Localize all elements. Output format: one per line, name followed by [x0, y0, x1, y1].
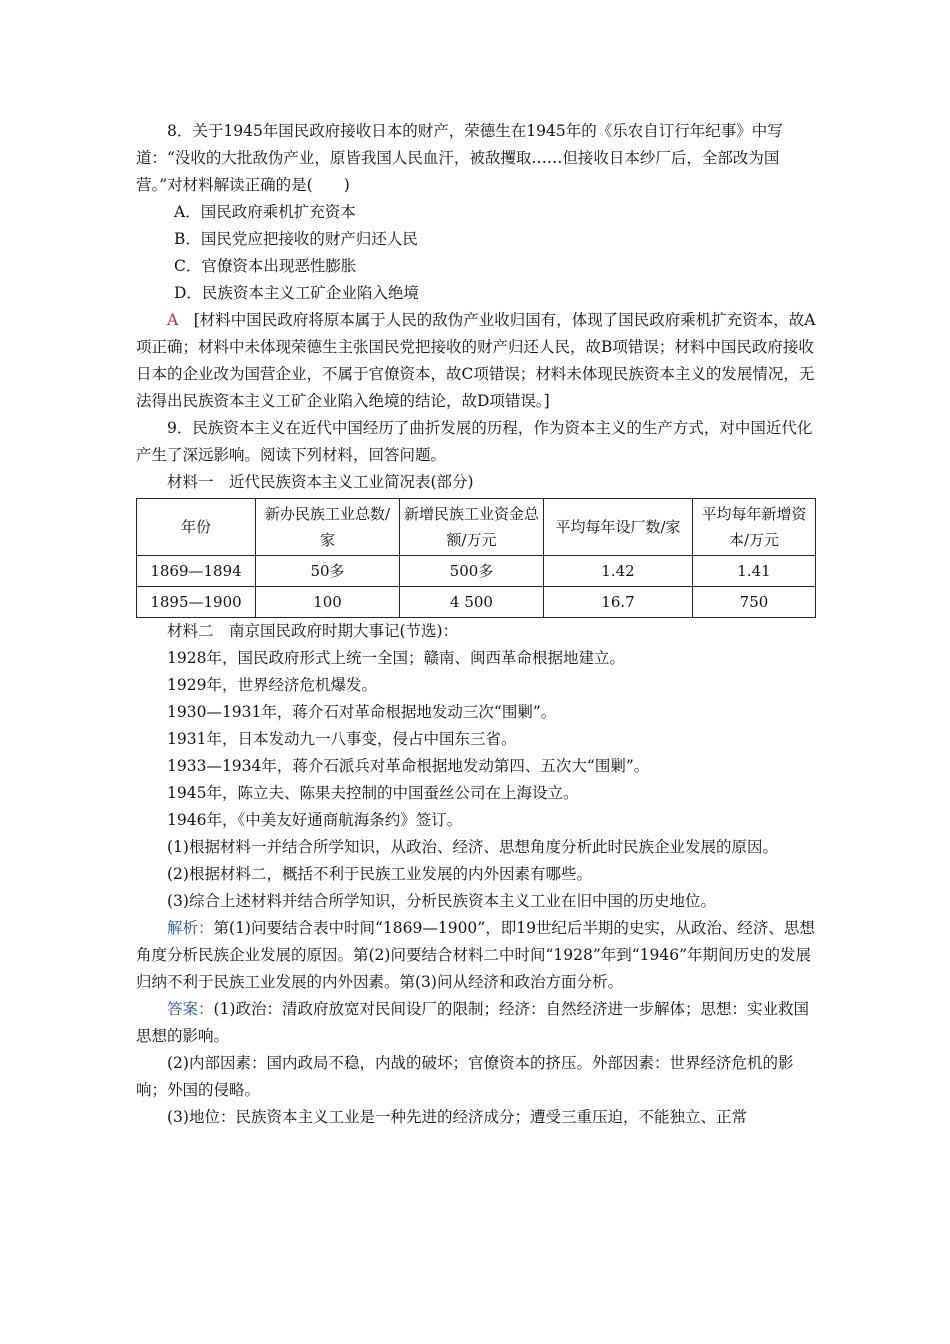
table-header-cell: 平均每年新增资本/万元 — [693, 499, 816, 556]
table-cell: 1.42 — [544, 556, 693, 587]
event-item: 1930—1931年，蒋介石对革命根据地发动三次“围剿”。 — [167, 703, 557, 721]
table-row — [137, 556, 816, 587]
table-header-cell: 新办民族工业总数/家 — [256, 499, 400, 556]
sub-question-2: (2)根据材料二，概括不利于民族工业发展的内外因素有哪些。 — [167, 865, 592, 883]
q8-option-b: B．国民党应把接收的财产归还人民 — [174, 230, 418, 248]
analysis-label: 解析： — [167, 919, 214, 937]
answer-paragraph-3: (3)地位：民族资本主义工业是一种先进的经济成分；遭受三重压迫，不能独立、正常 — [167, 1108, 747, 1126]
analysis-paragraph — [136, 915, 816, 996]
q8-option-d: D．民族资本主义工矿企业陷入绝境 — [174, 284, 419, 302]
answer-paragraph-1 — [136, 996, 816, 1050]
table-header-cell: 平均每年设厂数/家 — [544, 499, 693, 556]
table-header-cell: 年份 — [137, 499, 256, 556]
q8-answer-letter: A — [167, 311, 179, 329]
event-item: 1928年，国民政府形式上统一全国；赣南、闽西革命根据地建立。 — [167, 649, 625, 667]
event-item: 1933—1934年，蒋介石派兵对革命根据地发动第四、五次大“围剿”。 — [167, 757, 650, 775]
table-cell: 16.7 — [544, 587, 693, 618]
q8-option-a: A．国民政府乘机扩充资本 — [174, 203, 356, 221]
table-header-cell: 新增民族工业资金总额/万元 — [400, 499, 544, 556]
material2-title: 材料二 南京国民政府时期大事记(节选)： — [167, 622, 459, 640]
table-cell: 50多 — [256, 556, 400, 587]
q8-answer — [136, 307, 816, 415]
sub-question-1: (1)根据材料一并结合所学知识，从政治、经济、思想角度分析此时民族企业发展的原因。 — [167, 838, 778, 856]
table-row — [137, 587, 816, 618]
material1-title: 材料一 近代民族资本主义工业简况表(部分) — [167, 473, 474, 491]
answer-paragraph-2: (2)内部因素：国内政局不稳，内战的破坏；官僚资本的挤压。外部因素：世界经济危机的影响；外国的侵略。 — [136, 1054, 794, 1099]
q9-stem: 9．民族资本主义在近代中国经历了曲折发展的历程，作为资本主义的生产方式，对中国近代化产生了深远影响。阅读下列材料，回答问题。 — [136, 419, 813, 464]
table-cell: 750 — [693, 587, 816, 618]
analysis-text: 第(1)问要结合表中时间“1869—1900”，即19世纪后半期的史实，从政治、经济、思想角度分析民族企业发展的原因。第(2)问要结合材料二中时间“1928”年到“1946”年期间历史的发展归纳不利于民族工业发展的内外因素。第(3)问从经济和政治方面分析。 — [136, 919, 815, 991]
q8-option-c: C．官僚资本出现恶性膨胀 — [174, 257, 357, 275]
event-item: 1931年，日本发动九一八事变，侵占中国东三省。 — [167, 730, 517, 748]
answer-text-1: (1)政治：清政府放宽对民间设厂的限制；经济：自然经济进一步解体；思想：实业救国思想的影响。 — [136, 1000, 809, 1045]
industry-table — [136, 498, 816, 618]
event-item: 1945年，陈立夫、陈果夫控制的中国蚕丝公司在上海设立。 — [167, 784, 579, 802]
table-header-row — [137, 499, 816, 556]
table-cell: 4 500 — [400, 587, 544, 618]
table-cell: 1.41 — [693, 556, 816, 587]
table-cell: 100 — [256, 587, 400, 618]
q8-stem: 8．关于1945年国民政府接收日本的财产，荣德生在1945年的《乐农自订行年纪事》中写道：“没收的大批敌伪产业，原皆我国人民血汗，被敌攫取……但接收日本纱厂后，全部改为国营。”对材料解读正确的是( ) — [136, 122, 783, 194]
table-cell: 1869—1894 — [137, 556, 256, 587]
sub-question-3: (3)综合上述材料并结合所学知识，分析民族资本主义工业在旧中国的历史地位。 — [167, 892, 716, 910]
table-cell: 1895—1900 — [137, 587, 256, 618]
q8-explanation: [材料中国民政府将原本属于人民的敌伪产业收归国有，体现了国民政府乘机扩充资本，故A项正确；材料中未体现荣德生主张国民党把接收的财产归还人民，故B项错误；材料中国民政府接收日本的企业改为国营企业，不属于官僚资本，故C项错误；材料未体现民族资本主义的发展情况，无法得出民族资本主义工矿企业陷入绝境的结论，故D项错误。] — [136, 311, 816, 410]
event-item: 1929年，世界经济危机爆发。 — [167, 676, 377, 694]
event-item: 1946年，《中美友好通商航海条约》签订。 — [167, 811, 463, 829]
answer-label: 答案： — [167, 1000, 214, 1018]
document-page — [136, 118, 816, 1131]
table-cell: 500多 — [400, 556, 544, 587]
